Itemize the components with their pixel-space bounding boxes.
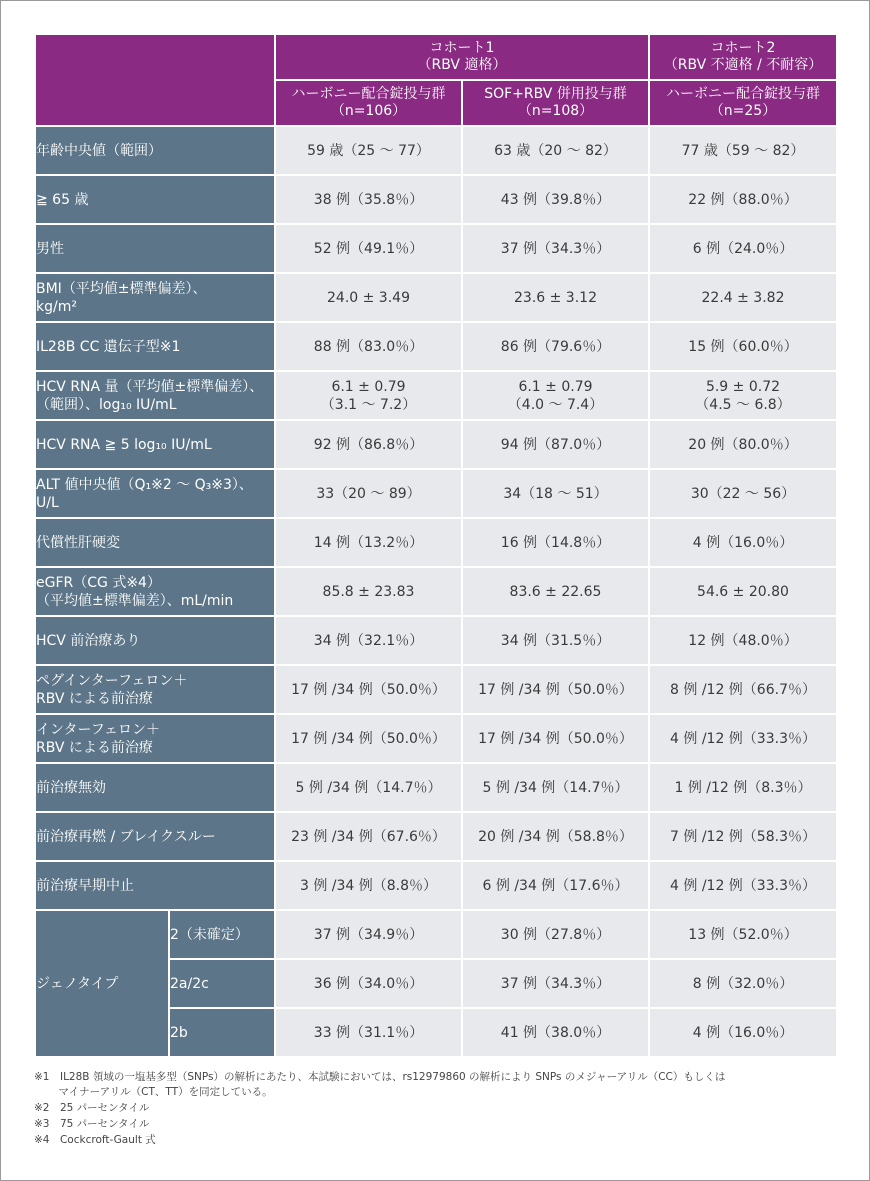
table-cell: 34 例（31.5％） bbox=[462, 616, 649, 665]
table-cell: 22.4 ± 3.82 bbox=[649, 273, 837, 322]
cell-line2: （3.1 ～ 7.2） bbox=[320, 396, 417, 413]
table-cell: 4 例（16.0％） bbox=[649, 518, 837, 567]
row-label-line2: RBV による前治療 bbox=[36, 739, 153, 756]
col2-title: SOF+RBV 併用投与群 bbox=[484, 86, 627, 102]
row-label-line1: ALT 値中央値（Q₁※2 ～ Q₃※3）、 bbox=[36, 476, 253, 493]
table-cell: 33 例（31.1％） bbox=[275, 1008, 462, 1057]
table-cell: 15 例（60.0％） bbox=[649, 322, 837, 371]
table-cell: 12 例（48.0％） bbox=[649, 616, 837, 665]
table-row bbox=[35, 469, 837, 518]
table-cell: 86 例（79.6％） bbox=[462, 322, 649, 371]
cell-line1: 6.1 ± 0.79 bbox=[331, 378, 406, 395]
row-label: 前治療早期中止 bbox=[35, 861, 275, 910]
table-cell: 24.0 ± 3.49 bbox=[275, 273, 462, 322]
row-label-line2: kg/m² bbox=[36, 298, 77, 315]
table-cell: 54.6 ± 20.80 bbox=[649, 567, 837, 616]
row-label-line1: BMI（平均値±標準偏差）、 bbox=[36, 280, 207, 297]
table-row bbox=[35, 812, 837, 861]
table-row bbox=[35, 175, 837, 224]
row-label: 男性 bbox=[35, 224, 275, 273]
table-cell: 17 例 /34 例（50.0％） bbox=[275, 665, 462, 714]
genotype-label: ジェノタイプ bbox=[35, 910, 169, 1057]
table-cell: 38 例（35.8％） bbox=[275, 175, 462, 224]
header-col2 bbox=[462, 80, 649, 126]
table-cell: 85.8 ± 23.83 bbox=[275, 567, 462, 616]
cohort1-subtitle: （RBV 適格） bbox=[417, 57, 507, 73]
col3-title: ハーボニー配合錠投与群 bbox=[666, 86, 820, 102]
table-cell: 36 例（34.0％） bbox=[275, 959, 462, 1008]
row-label-line1: HCV RNA 量（平均値±標準偏差）、 bbox=[36, 378, 264, 395]
table-row bbox=[35, 910, 837, 959]
row-label-line2: RBV による前治療 bbox=[36, 690, 153, 707]
table-cell: 4 例（16.0％） bbox=[649, 1008, 837, 1057]
table-cell: 20 例（80.0％） bbox=[649, 420, 837, 469]
table-row bbox=[35, 322, 837, 371]
table-row bbox=[35, 861, 837, 910]
table-cell: 37 例（34.3％） bbox=[462, 224, 649, 273]
table-cell: 8 例（32.0％） bbox=[649, 959, 837, 1008]
table-cell: 77 歳（59 ～ 82） bbox=[649, 126, 837, 175]
footnote-1-cont: マイナーアリル（CT、TT）を同定している。 bbox=[34, 1086, 273, 1098]
table-cell: 88 例（83.0％） bbox=[275, 322, 462, 371]
genotype-sublabel: 2（未確定） bbox=[169, 910, 275, 959]
table-row bbox=[35, 420, 837, 469]
row-label-line1: eGFR（CG 式※4） bbox=[36, 574, 161, 591]
table-cell: 4 例 /12 例（33.3％） bbox=[649, 861, 837, 910]
header-col3 bbox=[649, 80, 837, 126]
table-cell: 34（18 ～ 51） bbox=[462, 469, 649, 518]
cohort2-title: コホート2 bbox=[710, 40, 776, 56]
cell-line1: 6.1 ± 0.79 bbox=[518, 378, 593, 395]
row-label bbox=[35, 371, 275, 420]
table-cell: 6 例（24.0％） bbox=[649, 224, 837, 273]
table-cell: 59 歳（25 ～ 77） bbox=[275, 126, 462, 175]
table-cell: 8 例 /12 例（66.7％） bbox=[649, 665, 837, 714]
table-row bbox=[35, 224, 837, 273]
genotype-sublabel: 2a/2c bbox=[169, 959, 275, 1008]
row-label bbox=[35, 273, 275, 322]
table-cell: 30 例（27.8％） bbox=[462, 910, 649, 959]
row-label bbox=[35, 714, 275, 763]
table-row bbox=[35, 273, 837, 322]
cell-line1: 5.9 ± 0.72 bbox=[705, 378, 781, 395]
row-label bbox=[35, 567, 275, 616]
table-cell: 92 例（86.8％） bbox=[275, 420, 462, 469]
row-label-line1: インターフェロン＋ bbox=[36, 721, 161, 738]
table-cell: 5 例 /34 例（14.7％） bbox=[275, 763, 462, 812]
table-cell: 1 例 /12 例（8.3％） bbox=[649, 763, 837, 812]
header-cohort1 bbox=[275, 34, 649, 80]
table-cell: 23 例 /34 例（67.6％） bbox=[275, 812, 462, 861]
table-cell bbox=[275, 371, 462, 420]
table-cell: 22 例（88.0％） bbox=[649, 175, 837, 224]
table-row bbox=[35, 126, 837, 175]
table-cell: 94 例（87.0％） bbox=[462, 420, 649, 469]
table-cell: 17 例 /34 例（50.0％） bbox=[275, 714, 462, 763]
row-label-line1: ペグインターフェロン＋ bbox=[36, 672, 188, 689]
cell-line2: （4.0 ～ 7.4） bbox=[507, 396, 604, 413]
table-cell: 14 例（13.2％） bbox=[275, 518, 462, 567]
col1-n: （n=106） bbox=[330, 103, 407, 119]
table-cell: 16 例（14.8％） bbox=[462, 518, 649, 567]
table-row bbox=[35, 567, 837, 616]
table-cell: 43 例（39.8％） bbox=[462, 175, 649, 224]
table-cell: 17 例 /34 例（50.0％） bbox=[462, 665, 649, 714]
table-cell: 4 例 /12 例（33.3％） bbox=[649, 714, 837, 763]
table-row bbox=[35, 371, 837, 420]
table-row bbox=[35, 763, 837, 812]
table-row bbox=[35, 665, 837, 714]
row-label: IL28B CC 遺伝子型※1 bbox=[35, 322, 275, 371]
row-label: ≧ 65 歳 bbox=[35, 175, 275, 224]
row-label-line2: （範囲）、log₁₀ IU/mL bbox=[36, 396, 177, 413]
header-cohort2 bbox=[649, 34, 837, 80]
table-cell: 3 例 /34 例（8.8％） bbox=[275, 861, 462, 910]
cell-line2: （4.5 ～ 6.8） bbox=[695, 396, 791, 413]
row-label-line2: （平均値±標準偏差）、mL/min bbox=[36, 592, 234, 609]
table-cell bbox=[649, 371, 837, 420]
row-label bbox=[35, 665, 275, 714]
table-cell: 63 歳（20 ～ 82） bbox=[462, 126, 649, 175]
table-cell: 41 例（38.0％） bbox=[462, 1008, 649, 1057]
cohort2-subtitle: （RBV 不適格 / 不耐容） bbox=[663, 57, 823, 73]
cohort1-title: コホート1 bbox=[429, 40, 495, 56]
footnote-4: ※4 Cockcroft-Gault 式 bbox=[34, 1134, 156, 1146]
table-cell: 52 例（49.1％） bbox=[275, 224, 462, 273]
table-cell: 23.6 ± 3.12 bbox=[462, 273, 649, 322]
row-label-line2: U/L bbox=[36, 494, 59, 511]
table-cell: 37 例（34.3％） bbox=[462, 959, 649, 1008]
footnote-2: ※2 25 パーセンタイル bbox=[34, 1102, 150, 1114]
row-label: 年齢中央値（範囲） bbox=[35, 126, 275, 175]
table-cell bbox=[462, 371, 649, 420]
row-label: 代償性肝硬変 bbox=[35, 518, 275, 567]
col3-n: （n=25） bbox=[709, 103, 777, 119]
footnote-1: ※1 IL28B 領域の一塩基多型（SNPs）の解析にあたり、本試験においては、rs12979860 の解析により SNPs のメジャーアリル（CC）もしくは bbox=[34, 1071, 726, 1083]
table-cell: 34 例（32.1％） bbox=[275, 616, 462, 665]
table-cell: 6 例 /34 例（17.6％） bbox=[462, 861, 649, 910]
col1-title: ハーボニー配合錠投与群 bbox=[291, 86, 446, 102]
genotype-sublabel: 2b bbox=[169, 1008, 275, 1057]
col2-n: （n=108） bbox=[517, 103, 594, 119]
table-cell: 30（22 ～ 56） bbox=[649, 469, 837, 518]
row-label: HCV RNA ≧ 5 log₁₀ IU/mL bbox=[35, 420, 275, 469]
header-col1 bbox=[275, 80, 462, 126]
row-label: 前治療再燃 / ブレイクスルー bbox=[35, 812, 275, 861]
table-cell: 7 例 /12 例（58.3％） bbox=[649, 812, 837, 861]
patient-characteristics-table bbox=[34, 33, 838, 1058]
table-cell: 5 例 /34 例（14.7％） bbox=[462, 763, 649, 812]
table-row bbox=[35, 518, 837, 567]
table-cell: 37 例（34.9％） bbox=[275, 910, 462, 959]
table-row bbox=[35, 616, 837, 665]
table-cell: 17 例 /34 例（50.0％） bbox=[462, 714, 649, 763]
table-cell: 83.6 ± 22.65 bbox=[462, 567, 649, 616]
table-cell: 13 例（52.0％） bbox=[649, 910, 837, 959]
row-label: HCV 前治療あり bbox=[35, 616, 275, 665]
row-label bbox=[35, 469, 275, 518]
footnote-3: ※3 75 パーセンタイル bbox=[34, 1118, 150, 1130]
table-cell: 20 例 /34 例（58.8％） bbox=[462, 812, 649, 861]
table-cell: 33（20 ～ 89） bbox=[275, 469, 462, 518]
header-corner bbox=[35, 34, 275, 126]
row-label: 前治療無効 bbox=[35, 763, 275, 812]
table-row bbox=[35, 714, 837, 763]
